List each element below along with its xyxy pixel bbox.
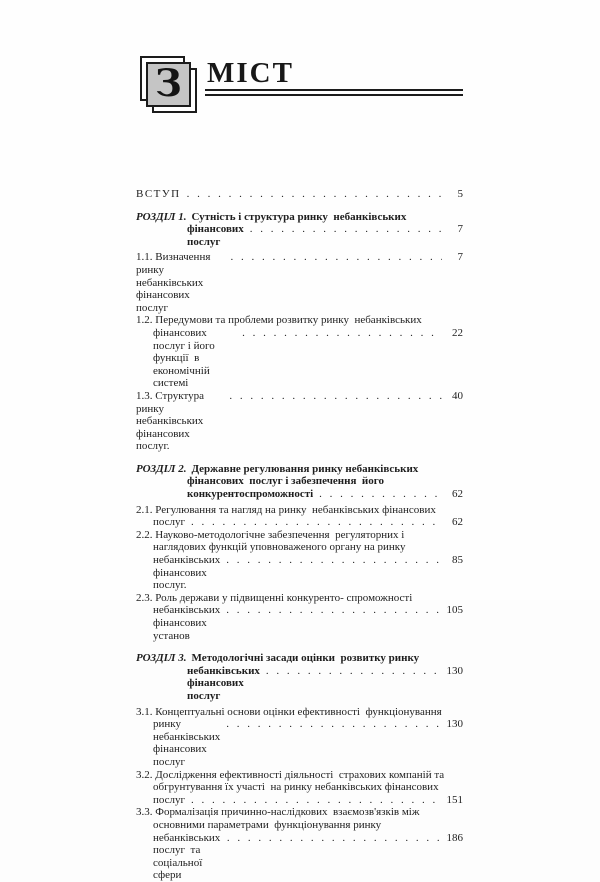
entry-title-line: 2.3. Роль держави у підвищенні конкуренто- спроможності <box>136 591 413 604</box>
toc-entry-line <box>136 314 463 327</box>
drop-cap-square <box>146 62 191 107</box>
toc-entry-line <box>136 529 463 542</box>
page-number: 62 <box>452 516 463 529</box>
entry-title-line: Сутність і структура ринку небанківських <box>191 210 407 223</box>
entry-title-line: конкурентоспроможності <box>187 488 314 501</box>
page-number: 62 <box>452 488 463 501</box>
toc-entry-line <box>136 475 463 488</box>
page-number: 130 <box>446 718 463 731</box>
toc-entry-line <box>136 327 463 390</box>
toc-entry <box>136 390 463 453</box>
entry-title-line: 3.1. Концептуальні основи оцінки ефективності функціонування <box>136 705 442 718</box>
toc-entry <box>136 706 463 769</box>
entry-title-line: фінансових послуг <box>187 223 250 248</box>
dot-leader <box>236 327 442 340</box>
entry-title-line: 2.2. Науково-методологічне забезпечення регуляторних і <box>136 528 405 541</box>
toc-entry <box>136 769 463 807</box>
entry-title-line: ринку небанківських фінансових послуг <box>153 718 224 768</box>
toc-entry-line <box>136 652 463 665</box>
page-number: 22 <box>452 326 463 339</box>
toc-entry <box>136 592 463 642</box>
dot-leader <box>185 794 442 807</box>
toc-entry-line <box>136 665 463 703</box>
dot-leader <box>223 390 442 403</box>
toc-entry-line <box>136 541 463 554</box>
page-number: 7 <box>457 251 463 264</box>
entry-title-line: послуг <box>153 516 186 529</box>
entry-title-line: Методологічні засади оцінки розвитку ринку <box>191 652 420 665</box>
toc-entry-line <box>136 604 463 642</box>
entry-title-line: наглядових функцій уповноваженого органу на ринку <box>153 541 406 554</box>
toc-entry-line <box>136 211 463 224</box>
toc-entry-line <box>136 769 463 782</box>
toc-entry <box>136 504 463 529</box>
toc-entry-line <box>136 390 463 453</box>
entry-title-line: 1.1. Визначення ринку небанківських фінансових послуг <box>136 251 214 314</box>
dot-leader <box>244 223 442 236</box>
page-number: 151 <box>446 793 463 806</box>
dot-leader <box>185 516 442 529</box>
page-number: 105 <box>446 604 463 617</box>
entry-title-line: небанківських фінансових установ <box>153 604 224 642</box>
toc-entry-line <box>136 832 463 882</box>
entry-number: РОЗДІЛ 1. <box>136 210 187 223</box>
toc-entry <box>136 211 463 249</box>
toc-entry <box>136 652 463 702</box>
dot-leader <box>220 604 442 617</box>
toc-entry-line <box>136 516 463 529</box>
toc-entry <box>136 806 463 882</box>
dot-leader <box>220 718 442 731</box>
toc-entry-line <box>136 781 463 794</box>
entry-title-line: 1.2. Передумови та проблеми розвитку ринку небанківських <box>136 314 422 327</box>
page-number: 186 <box>446 831 463 844</box>
entry-title-line: основними параметрами функціонування ринку <box>153 818 382 831</box>
toc-entry-line <box>136 806 463 819</box>
page-number: 130 <box>446 664 463 677</box>
page-number: 40 <box>452 389 463 402</box>
header-double-rule <box>205 89 463 96</box>
entry-title-line: Державне регулювання ринку небанківських <box>191 462 419 475</box>
toc-entry <box>136 314 463 390</box>
entry-title-line: послуг <box>153 793 186 806</box>
toc-entry-line <box>136 554 463 592</box>
toc-entry-line <box>136 718 463 768</box>
entry-title-line: 3.3. Формалізація причинно-наслідкових взаємозв'язків між <box>136 806 420 819</box>
dot-leader <box>260 665 442 678</box>
entry-title-line: фінансових послуг і забезпечення його <box>187 475 384 488</box>
dot-leader <box>221 832 442 845</box>
toc-entry-line <box>136 251 463 314</box>
entry-title-line: небанківських фінансових послуг <box>187 664 266 702</box>
toc-entry-line <box>136 223 463 248</box>
dot-leader <box>313 488 442 501</box>
toc-entry <box>136 251 463 314</box>
toc-entry <box>136 188 463 201</box>
toc-entry <box>136 463 463 501</box>
table-of-contents <box>136 188 463 882</box>
entry-title-line: обгрунтування їх участі на ринку небанківських фінансових <box>153 781 439 794</box>
entry-title-line: фінансових послуг і його функції в економічній системі <box>153 326 218 390</box>
entry-title-line: 3.2. Дослідження ефективності діяльності страхових компаній та <box>136 768 445 781</box>
toc-entry-line <box>136 188 463 201</box>
entry-title-line: ВСТУП <box>136 188 181 200</box>
toc-entry-line <box>136 819 463 832</box>
entry-title-line: небанківських послуг та соціальної сфери <box>153 831 224 882</box>
toc-entry <box>136 529 463 592</box>
entry-title-line: 1.3. Структура ринку небанківських фінансових послуг. <box>136 389 207 453</box>
toc-entry-line <box>136 463 463 476</box>
entry-title-line: 2.1. Регулювання та нагляд на ринку небанківських фінансових <box>136 503 436 516</box>
page-title: МІСТ <box>207 57 294 89</box>
toc-entry-line <box>136 794 463 807</box>
toc-entry-line <box>136 592 463 605</box>
toc-entry-line <box>136 706 463 719</box>
toc-entry-line <box>136 504 463 517</box>
drop-cap-letter: З <box>155 60 182 105</box>
dot-leader <box>225 251 442 264</box>
page-number: 7 <box>457 223 463 236</box>
dot-leader <box>181 188 442 201</box>
entry-title-line: небанківських фінансових послуг. <box>153 554 224 592</box>
entry-number: РОЗДІЛ 2. <box>136 462 187 475</box>
dot-leader <box>220 554 442 567</box>
page-number: 85 <box>452 554 463 567</box>
entry-number: РОЗДІЛ 3. <box>136 652 187 665</box>
page-number: 5 <box>457 188 463 200</box>
contents-logo <box>140 56 200 116</box>
toc-entry-line <box>136 488 463 501</box>
